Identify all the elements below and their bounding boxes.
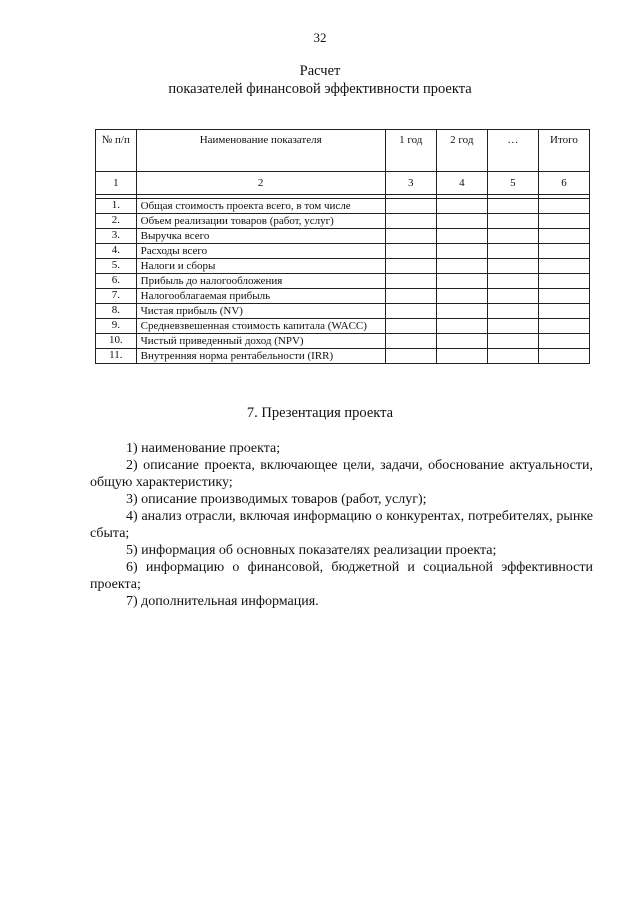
value-cell (487, 244, 538, 259)
value-cell (436, 349, 487, 364)
indicator-name: Средневзвешенная стоимость капитала (WACC) (136, 319, 385, 334)
value-cell (385, 304, 436, 319)
title-line-2: показателей финансовой эффективности проекта (168, 81, 472, 97)
row-number: 9. (96, 319, 137, 334)
value-cell (436, 199, 487, 214)
table-row (96, 199, 590, 214)
value-cell (538, 274, 589, 289)
table-row (96, 349, 590, 364)
value-cell (487, 259, 538, 274)
table-row (96, 304, 590, 319)
column-number: 3 (385, 172, 436, 195)
column-number: 5 (487, 172, 538, 195)
value-cell (487, 349, 538, 364)
value-cell (385, 274, 436, 289)
column-numbers-row (96, 172, 590, 195)
indicator-name: Налогооблагаемая прибыль (136, 289, 385, 304)
value-cell (487, 214, 538, 229)
value-cell (436, 244, 487, 259)
value-cell (487, 229, 538, 244)
value-cell (385, 259, 436, 274)
indicators-table (95, 129, 590, 364)
header-indicator-name: Наименование показателя (136, 130, 385, 172)
list-item: 1) наименование проекта; (126, 441, 281, 456)
value-cell (436, 319, 487, 334)
indicator-name: Общая стоимость проекта всего, в том числе (136, 199, 385, 214)
value-cell (436, 274, 487, 289)
table-row (96, 274, 590, 289)
row-number: 11. (96, 349, 137, 364)
list-item: 6) информацию о финансовой, бюджетной и социальной эффективности проекта; (90, 560, 593, 592)
value-cell (538, 244, 589, 259)
value-cell (487, 334, 538, 349)
value-cell (538, 214, 589, 229)
value-cell (436, 289, 487, 304)
value-cell (436, 334, 487, 349)
table-row (96, 259, 590, 274)
indicator-name: Внутренняя норма рентабельности (IRR) (136, 349, 385, 364)
table-row (96, 334, 590, 349)
section-heading: 7. Презентация проекта (246, 405, 394, 421)
value-cell (538, 289, 589, 304)
value-cell (385, 334, 436, 349)
value-cell (487, 274, 538, 289)
row-number: 7. (96, 289, 137, 304)
row-number: 8. (96, 304, 137, 319)
indicator-name: Объем реализации товаров (работ, услуг) (136, 214, 385, 229)
value-cell (436, 214, 487, 229)
value-cell (385, 319, 436, 334)
column-number: 2 (136, 172, 385, 195)
row-number: 6. (96, 274, 137, 289)
value-cell (538, 229, 589, 244)
column-number: 1 (96, 172, 137, 195)
document-title (0, 62, 640, 98)
table-row (96, 214, 590, 229)
value-cell (385, 244, 436, 259)
indicator-name: Чистый приведенный доход (NPV) (136, 334, 385, 349)
row-number: 5. (96, 259, 137, 274)
column-number: 6 (538, 172, 589, 195)
value-cell (385, 199, 436, 214)
presentation-list (90, 440, 593, 610)
value-cell (436, 229, 487, 244)
value-cell (538, 199, 589, 214)
table-row (96, 229, 590, 244)
indicator-name: Налоги и сборы (136, 259, 385, 274)
value-cell (487, 199, 538, 214)
page-number: 32 (313, 30, 327, 45)
list-item: 4) анализ отрасли, включая информацию о конкурентах, потребителях, рынке сбыта; (90, 509, 593, 541)
header-ellipsis: … (487, 130, 538, 172)
row-number: 2. (96, 214, 137, 229)
header-number: № п/п (96, 130, 137, 172)
value-cell (487, 304, 538, 319)
title-line-1: Расчет (299, 63, 341, 79)
header-year-2: 2 год (436, 130, 487, 172)
header-total: Итого (538, 130, 589, 172)
value-cell (385, 214, 436, 229)
row-number: 10. (96, 334, 137, 349)
table-header-row (96, 130, 590, 172)
table-row (96, 319, 590, 334)
value-cell (385, 349, 436, 364)
value-cell (538, 259, 589, 274)
table-row (96, 244, 590, 259)
value-cell (487, 289, 538, 304)
row-number: 1. (96, 199, 137, 214)
value-cell (538, 319, 589, 334)
value-cell (538, 334, 589, 349)
value-cell (538, 349, 589, 364)
list-item: 7) дополнительная информация. (126, 594, 319, 609)
value-cell (487, 319, 538, 334)
value-cell (385, 229, 436, 244)
value-cell (385, 289, 436, 304)
list-item: 5) информация об основных показателях реализации проекта; (126, 543, 497, 558)
list-item: 3) описание производимых товаров (работ, услуг); (126, 492, 427, 507)
table-row (96, 289, 590, 304)
column-number: 4 (436, 172, 487, 195)
indicator-name: Расходы всего (136, 244, 385, 259)
indicator-name: Прибыль до налогообложения (136, 274, 385, 289)
indicator-name: Чистая прибыль (NV) (136, 304, 385, 319)
value-cell (538, 304, 589, 319)
row-number: 4. (96, 244, 137, 259)
indicator-name: Выручка всего (136, 229, 385, 244)
row-number: 3. (96, 229, 137, 244)
value-cell (436, 304, 487, 319)
value-cell (436, 259, 487, 274)
list-item: 2) описание проекта, включающее цели, задачи, обоснование актуальности, общую характеристику; (90, 458, 593, 490)
header-year-1: 1 год (385, 130, 436, 172)
